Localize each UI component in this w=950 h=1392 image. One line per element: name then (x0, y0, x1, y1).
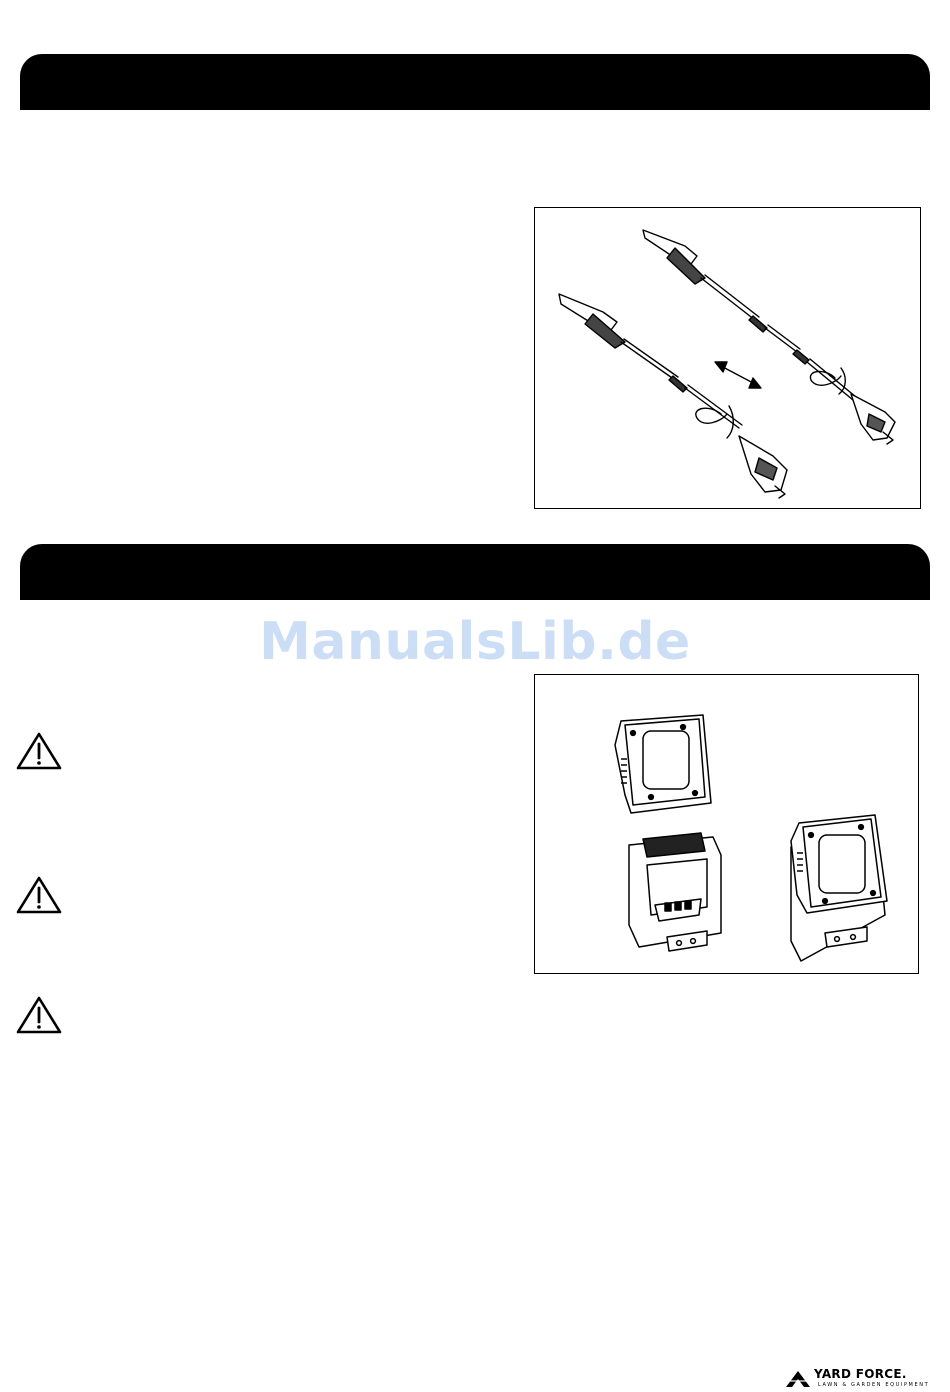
battery-charger-figure (534, 674, 919, 974)
battery-charger-icon (535, 675, 920, 975)
section-header-bar-1 (20, 54, 930, 110)
section-header-bar-2 (20, 544, 930, 600)
brand-logo (784, 1366, 934, 1390)
brand-name: YARD FORCE. (814, 1367, 907, 1381)
pole-saw-figure (534, 207, 921, 509)
warning-triangle-icon (16, 995, 62, 1035)
warning-triangle-icon (16, 875, 62, 915)
watermark-text: ManualsLib.de (259, 612, 691, 672)
yard-force-logo-icon (784, 1367, 812, 1389)
pole-saw-icon (535, 208, 922, 510)
warning-triangle-icon (16, 731, 62, 771)
brand-tagline: LAWN & GARDEN EQUIPMENT (818, 1382, 930, 1388)
